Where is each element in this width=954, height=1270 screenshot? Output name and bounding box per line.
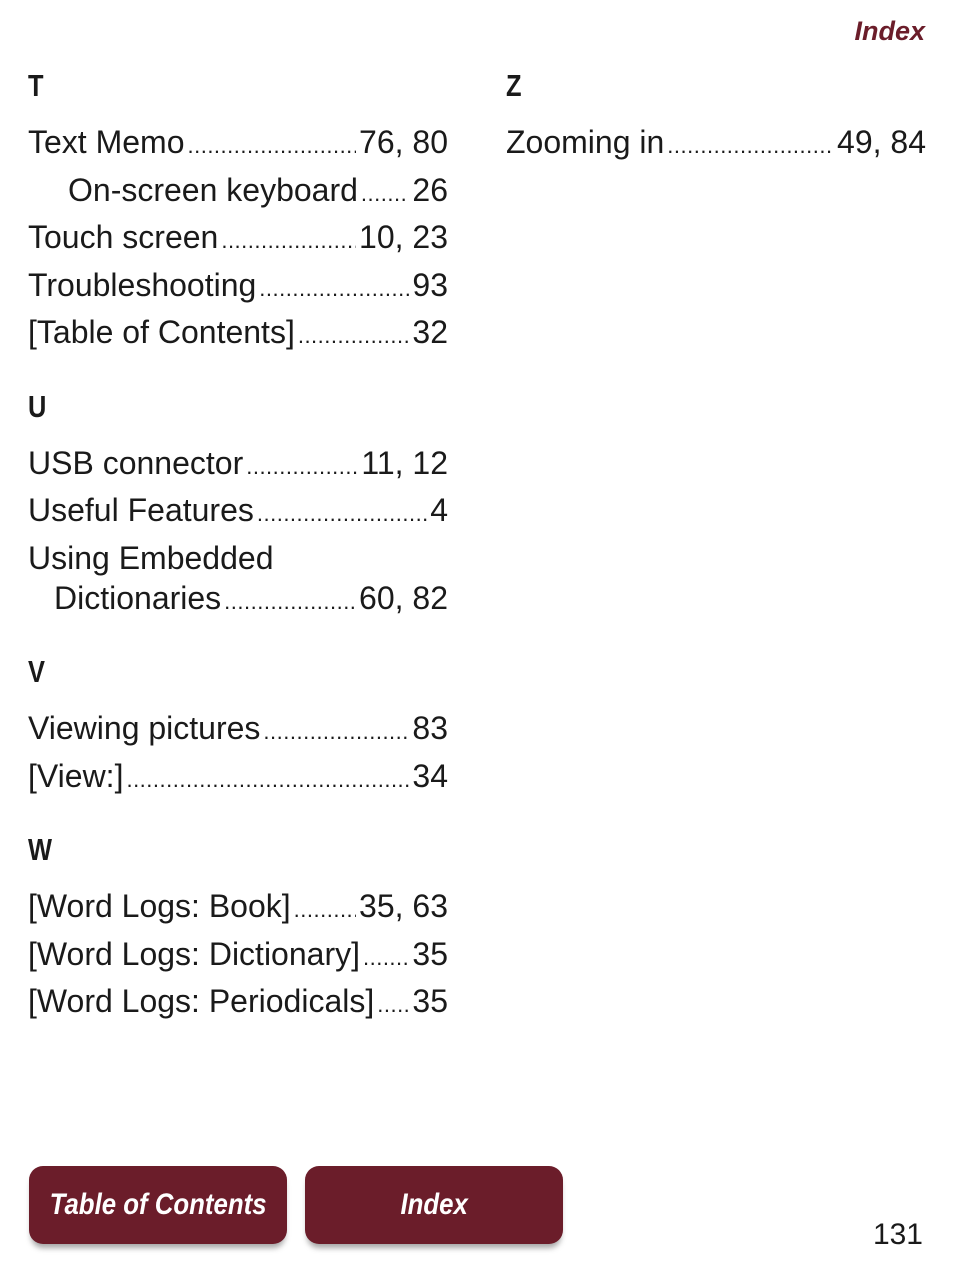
entry-term: Viewing pictures bbox=[28, 710, 261, 746]
index-entry-view[interactable] bbox=[28, 756, 448, 796]
index-entry-table-of-contents[interactable] bbox=[28, 312, 448, 352]
leader-dots bbox=[294, 890, 356, 930]
leader-dots bbox=[126, 760, 409, 800]
index-entry-touch-screen[interactable] bbox=[28, 217, 448, 257]
entry-term: Text Memo bbox=[28, 124, 185, 160]
index-entry-troubleshooting[interactable] bbox=[28, 265, 448, 305]
index-letter-heading: W bbox=[28, 832, 52, 867]
entry-term: [Word Logs: Periodicals] bbox=[28, 983, 375, 1019]
entry-term: Troubleshooting bbox=[28, 266, 257, 303]
leader-dots bbox=[361, 174, 409, 214]
entry-term: On-screen keyboard bbox=[68, 171, 358, 208]
leader-dots bbox=[363, 938, 409, 978]
entry-term: [View:] bbox=[28, 757, 124, 794]
index-entry-using-embedded-dictionaries[interactable] bbox=[28, 538, 448, 618]
index-column-right bbox=[506, 66, 926, 170]
entry-pages[interactable]: 4 bbox=[430, 492, 448, 528]
entry-term: Touch screen bbox=[28, 219, 219, 255]
leader-dots bbox=[224, 582, 356, 622]
entry-pages[interactable]: 60, 82 bbox=[359, 579, 448, 616]
entry-pages[interactable]: 83 bbox=[412, 710, 448, 746]
entry-term: [Word Logs: Dictionary] bbox=[28, 935, 360, 972]
index-entry-word-logs-dictionary[interactable] bbox=[28, 934, 448, 974]
entry-term: [Word Logs: Book] bbox=[28, 888, 291, 924]
leader-dots bbox=[298, 316, 410, 356]
entry-pages[interactable]: 93 bbox=[412, 266, 448, 303]
index-entry-useful-features[interactable] bbox=[28, 490, 448, 530]
leader-dots bbox=[221, 221, 356, 261]
index-letter-heading: U bbox=[28, 388, 47, 424]
index-entry-word-logs-book[interactable] bbox=[28, 886, 448, 926]
index-column-left bbox=[28, 66, 448, 1029]
index-entry-on-screen-keyboard[interactable] bbox=[28, 170, 448, 210]
entry-term: USB connector bbox=[28, 444, 244, 481]
entry-term-line2: Dictionaries bbox=[54, 579, 222, 616]
leader-dots bbox=[377, 985, 409, 1025]
entry-term: [Table of Contents] bbox=[28, 314, 295, 350]
entry-pages[interactable]: 49, 84 bbox=[837, 124, 926, 160]
entry-term: Useful Features bbox=[28, 492, 254, 528]
entry-pages[interactable]: 34 bbox=[412, 757, 448, 794]
entry-pages[interactable]: 32 bbox=[412, 314, 448, 350]
entry-term-line1: Using Embedded bbox=[28, 539, 274, 576]
index-button[interactable] bbox=[305, 1166, 563, 1244]
index-letter-heading: V bbox=[28, 654, 45, 689]
leader-dots bbox=[259, 269, 409, 309]
index-entry-usb-connector[interactable] bbox=[28, 443, 448, 483]
index-button-label: Index bbox=[400, 1188, 468, 1221]
index-letter-heading: T bbox=[28, 68, 44, 103]
entry-pages[interactable]: 26 bbox=[412, 171, 448, 208]
index-entry-word-logs-periodicals[interactable] bbox=[28, 981, 448, 1021]
section-title: Index bbox=[854, 16, 925, 46]
entry-pages[interactable]: 35 bbox=[412, 935, 448, 972]
table-of-contents-button-label: Table of Contents bbox=[49, 1188, 267, 1221]
page-number: 131 bbox=[872, 1218, 923, 1251]
entry-pages[interactable]: 10, 23 bbox=[359, 219, 448, 255]
entry-pages[interactable]: 35 bbox=[412, 983, 448, 1019]
entry-pages[interactable]: 35, 63 bbox=[359, 888, 448, 924]
index-letter-heading: Z bbox=[506, 68, 522, 103]
entry-term: Zooming in bbox=[506, 124, 665, 160]
leader-dots bbox=[667, 126, 834, 166]
index-entry-text-memo[interactable] bbox=[28, 122, 448, 162]
leader-dots bbox=[263, 712, 409, 752]
entry-pages[interactable]: 11, 12 bbox=[361, 444, 448, 481]
index-entry-viewing-pictures[interactable] bbox=[28, 708, 448, 748]
leader-dots bbox=[246, 447, 358, 487]
leader-dots bbox=[257, 494, 427, 534]
entry-pages[interactable]: 76, 80 bbox=[359, 124, 448, 160]
index-entry-zooming-in[interactable] bbox=[506, 122, 926, 162]
table-of-contents-button[interactable] bbox=[29, 1166, 287, 1244]
leader-dots bbox=[187, 126, 356, 166]
